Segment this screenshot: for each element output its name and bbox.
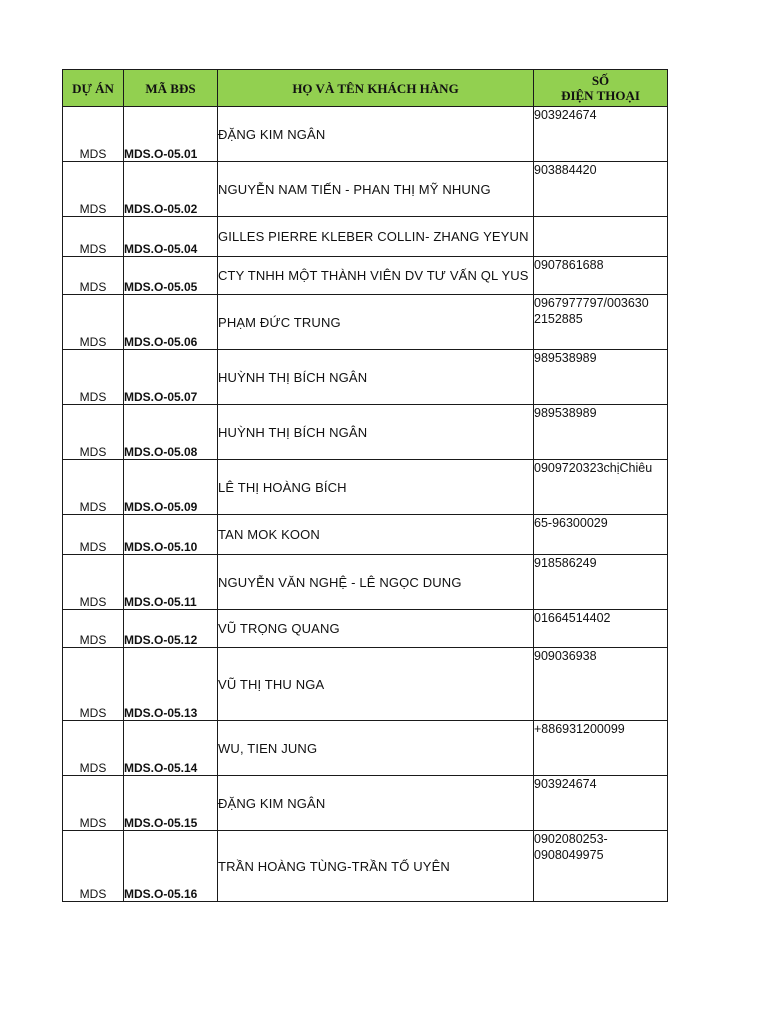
customer-name-cell: TAN MOK KOON [218, 515, 534, 555]
customer-name-cell: PHẠM ĐỨC TRUNG [218, 295, 534, 350]
phone-line: +886931200099 [534, 722, 625, 736]
phone-line: 903924674 [534, 777, 597, 791]
table-row [63, 162, 668, 217]
table-row [63, 831, 668, 902]
table-row [63, 295, 668, 350]
property-code-cell: MDS.O-05.06 [124, 295, 218, 350]
header-row [63, 70, 668, 107]
phone-line: 2152885 [534, 312, 583, 326]
customer-name-cell: CTY TNHH MỘT THÀNH VIÊN DV TƯ VẤN QL YUS [218, 257, 534, 295]
project-cell: MDS [63, 460, 124, 515]
property-code-cell: MDS.O-05.05 [124, 257, 218, 295]
table-row [63, 555, 668, 610]
property-code-cell: MDS.O-05.07 [124, 350, 218, 405]
table-body [63, 107, 668, 902]
customer-name-cell: ĐẶNG KIM NGÂN [218, 776, 534, 831]
property-code-cell: MDS.O-05.15 [124, 776, 218, 831]
table-row [63, 107, 668, 162]
phone-line: 01664514402 [534, 611, 611, 625]
property-code-cell: MDS.O-05.16 [124, 831, 218, 902]
phone-cell [534, 107, 668, 162]
project-cell: MDS [63, 350, 124, 405]
phone-cell [534, 555, 668, 610]
project-cell: MDS [63, 648, 124, 721]
phone-cell [534, 721, 668, 776]
table-row [63, 350, 668, 405]
phone-line: 0909720323chịChiêu [534, 461, 653, 475]
header-project: DỰ ÁN [63, 70, 124, 107]
customer-name-cell: TRẦN HOÀNG TÙNG-TRẦN TỐ UYÊN [218, 831, 534, 902]
property-code-cell: MDS.O-05.09 [124, 460, 218, 515]
customer-name-cell: WU, TIEN JUNG [218, 721, 534, 776]
header-phone-line2: ĐIỆN THOẠI [561, 88, 640, 103]
table-row [63, 610, 668, 648]
table-row [63, 721, 668, 776]
customer-name-cell: VŨ THỊ THU NGA [218, 648, 534, 721]
phone-cell [534, 460, 668, 515]
phone-line: 989538989 [534, 406, 597, 420]
phone-line: 903884420 [534, 163, 597, 177]
table-row [63, 257, 668, 295]
project-cell: MDS [63, 107, 124, 162]
header-phone [534, 70, 668, 107]
property-code-cell: MDS.O-05.12 [124, 610, 218, 648]
phone-line: 903924674 [534, 108, 597, 122]
phone-line: 0902080253- [534, 832, 608, 846]
phone-cell [534, 295, 668, 350]
phone-line: 0967977797/003630 [534, 296, 649, 310]
phone-line: 0908049975 [534, 848, 604, 862]
phone-cell [534, 350, 668, 405]
phone-cell [534, 831, 668, 902]
project-cell: MDS [63, 217, 124, 257]
phone-line: 65-96300029 [534, 516, 608, 530]
property-code-cell: MDS.O-05.13 [124, 648, 218, 721]
table-row [63, 217, 668, 257]
property-code-cell: MDS.O-05.14 [124, 721, 218, 776]
property-code-cell: MDS.O-05.11 [124, 555, 218, 610]
property-code-cell: MDS.O-05.08 [124, 405, 218, 460]
phone-cell [534, 405, 668, 460]
property-code-cell: MDS.O-05.04 [124, 217, 218, 257]
phone-line: 989538989 [534, 351, 597, 365]
project-cell: MDS [63, 831, 124, 902]
header-name: HỌ VÀ TÊN KHÁCH HÀNG [218, 70, 534, 107]
customer-name-cell: HUỲNH THỊ BÍCH NGÂN [218, 350, 534, 405]
table-row [63, 515, 668, 555]
phone-cell [534, 217, 668, 257]
project-cell: MDS [63, 721, 124, 776]
customer-name-cell: NGUYỄN NAM TIẾN - PHAN THỊ MỸ NHUNG [218, 162, 534, 217]
phone-line: 909036938 [534, 649, 597, 663]
phone-cell [534, 776, 668, 831]
customer-name-cell: GILLES PIERRE KLEBER COLLIN- ZHANG YEYUN [218, 217, 534, 257]
phone-cell [534, 610, 668, 648]
header-code: MÃ BĐS [124, 70, 218, 107]
phone-line: 0907861688 [534, 258, 604, 272]
project-cell: MDS [63, 405, 124, 460]
property-code-cell: MDS.O-05.02 [124, 162, 218, 217]
project-cell: MDS [63, 555, 124, 610]
customer-name-cell: VŨ TRỌNG QUANG [218, 610, 534, 648]
table-row [63, 776, 668, 831]
phone-cell [534, 257, 668, 295]
project-cell: MDS [63, 162, 124, 217]
table-row [63, 405, 668, 460]
project-cell: MDS [63, 610, 124, 648]
project-cell: MDS [63, 515, 124, 555]
header-phone-line1: SỐ [591, 73, 610, 88]
customer-name-cell: LÊ THỊ HOÀNG BÍCH [218, 460, 534, 515]
property-code-cell: MDS.O-05.10 [124, 515, 218, 555]
project-cell: MDS [63, 776, 124, 831]
customer-name-cell: HUỲNH THỊ BÍCH NGÂN [218, 405, 534, 460]
phone-cell [534, 162, 668, 217]
customer-table [62, 69, 668, 902]
table-row [63, 460, 668, 515]
project-cell: MDS [63, 295, 124, 350]
phone-line: 918586249 [534, 556, 597, 570]
property-code-cell: MDS.O-05.01 [124, 107, 218, 162]
customer-name-cell: NGUYỄN VĂN NGHỆ - LÊ NGỌC DUNG [218, 555, 534, 610]
phone-cell [534, 515, 668, 555]
phone-cell [534, 648, 668, 721]
customer-name-cell: ĐẶNG KIM NGÂN [218, 107, 534, 162]
table-row [63, 648, 668, 721]
project-cell: MDS [63, 257, 124, 295]
